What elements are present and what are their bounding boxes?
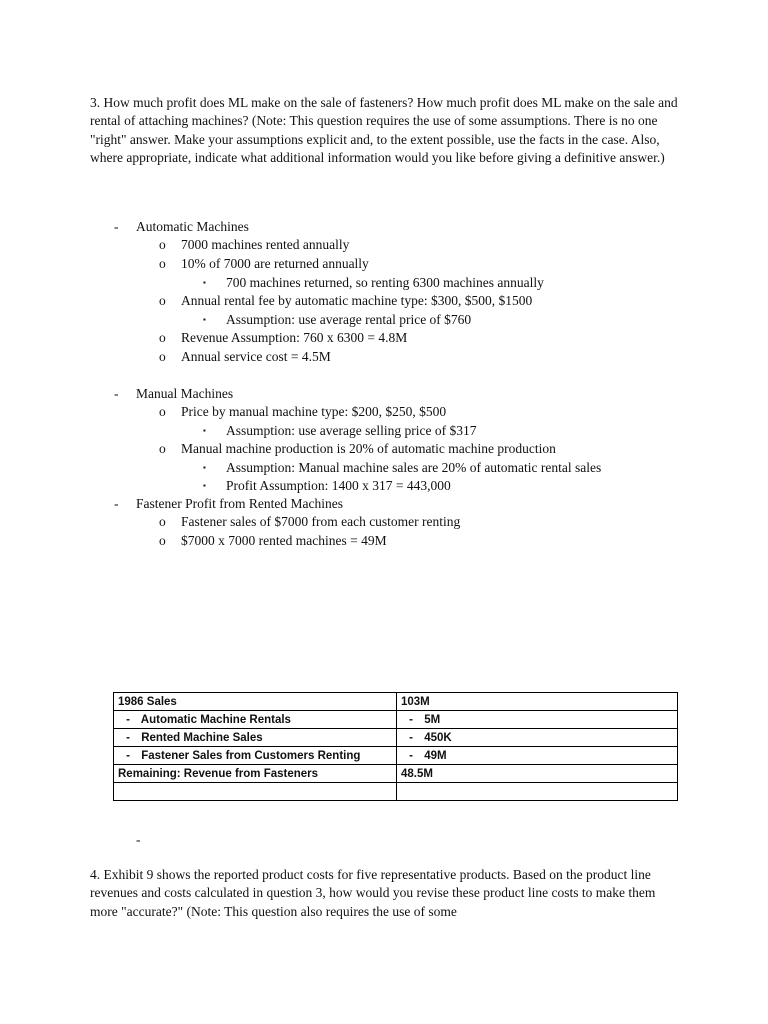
table-row: [114, 783, 678, 801]
table-cell-value: [397, 783, 678, 801]
list-item: Annual rental fee by automatic machine type: $300, $500, $1500: [181, 293, 533, 308]
list-item: $7000 x 7000 rented machines = 49M: [181, 533, 387, 548]
table-cell-value: [397, 747, 678, 765]
bullet-square: ▪: [203, 481, 206, 490]
bullet-dash: -: [136, 832, 141, 847]
bullet-circle: o: [159, 514, 166, 529]
bullet-dash: -: [126, 749, 130, 762]
table-cell-label: [114, 729, 397, 747]
section-heading-manual: Manual Machines: [136, 386, 234, 401]
table-row: [114, 711, 678, 729]
table-cell-value: 103M: [397, 693, 678, 711]
bullet-dash: -: [409, 731, 413, 744]
bullet-square: ▪: [203, 278, 206, 287]
table-row: [114, 747, 678, 765]
table-cell-label: [114, 783, 397, 801]
bullet-square: ▪: [203, 426, 206, 435]
section-heading-fastener: Fastener Profit from Rented Machines: [136, 496, 343, 511]
list-item: Revenue Assumption: 760 x 6300 = 4.8M: [181, 330, 408, 345]
list-item: 700 machines returned, so renting 6300 machines annually: [226, 275, 544, 290]
table-cell-label: [114, 711, 397, 729]
bullet-circle: o: [159, 533, 166, 548]
question-3-text: 3. How much profit does ML make on the sale of fasteners? How much profit does ML make on the sale and rental of attaching machines? (Note: This question requires the use of some assumptions. There is no one "right" answer. Make your assumptions explicit and, to the extent possible, use the facts in the case. Also, where appropriate, indicate what additional information would you like before giving a definitive answer.): [90, 95, 678, 166]
table-cell-label-text: Rented Machine Sales: [141, 731, 263, 744]
table-cell-value-text: 5M: [424, 713, 441, 726]
bullet-dash: -: [409, 749, 413, 762]
sales-table: [113, 692, 678, 801]
bullet-dash: -: [114, 386, 119, 401]
list-item: 10% of 7000 are returned annually: [181, 256, 369, 271]
table-cell-value-text: 450K: [424, 731, 452, 744]
bullet-dash: -: [114, 219, 119, 234]
bullet-dash: -: [114, 496, 119, 511]
table-cell-label: [114, 747, 397, 765]
list-item: Annual service cost = 4.5M: [181, 349, 331, 364]
table-cell-label-text: Fastener Sales from Customers Renting: [141, 749, 361, 762]
table-row: [114, 765, 678, 783]
list-item: Fastener sales of $7000 from each customer renting: [181, 514, 461, 529]
section-heading-automatic: Automatic Machines: [136, 219, 249, 234]
table-cell-label-text: Automatic Machine Rentals: [140, 713, 291, 726]
bullet-dash: -: [409, 713, 413, 726]
list-item: Price by manual machine type: $200, $250, $500: [181, 404, 447, 419]
bullet-dash: -: [126, 713, 130, 726]
table-cell-value: 48.5M: [397, 765, 678, 783]
list-item: Assumption: use average rental price of $760: [226, 312, 472, 327]
table-cell-value: [397, 711, 678, 729]
list-item: Assumption: use average selling price of $317: [226, 423, 477, 438]
question-4-text: 4. Exhibit 9 shows the reported product costs for five representative products. Based on the product line revenues and costs calculated in question 3, how would you revise these product line costs to make them more "accurate?" (Note: This question also requires the use of some: [90, 867, 656, 919]
list-item: 7000 machines rented annually: [181, 237, 350, 252]
table-row: [114, 729, 678, 747]
bullet-circle: o: [159, 330, 166, 345]
bullet-circle: o: [159, 237, 166, 252]
table-cell-label: Remaining: Revenue from Fasteners: [114, 765, 397, 783]
table-row: [114, 693, 678, 711]
bullet-circle: o: [159, 256, 166, 271]
bullet-circle: o: [159, 293, 166, 308]
bullet-dash: -: [126, 731, 130, 744]
list-item: Manual machine production is 20% of automatic machine production: [181, 441, 556, 456]
bullet-circle: o: [159, 404, 166, 419]
table-cell-label: 1986 Sales: [114, 693, 397, 711]
list-item: Assumption: Manual machine sales are 20% of automatic rental sales: [226, 460, 602, 475]
bullet-square: ▪: [203, 315, 206, 324]
bullet-circle: o: [159, 441, 166, 456]
table-cell-value: [397, 729, 678, 747]
bullet-circle: o: [159, 349, 166, 364]
list-item: Profit Assumption: 1400 x 317 = 443,000: [226, 478, 451, 493]
bullet-square: ▪: [203, 463, 206, 472]
table-cell-value-text: 49M: [424, 749, 447, 762]
